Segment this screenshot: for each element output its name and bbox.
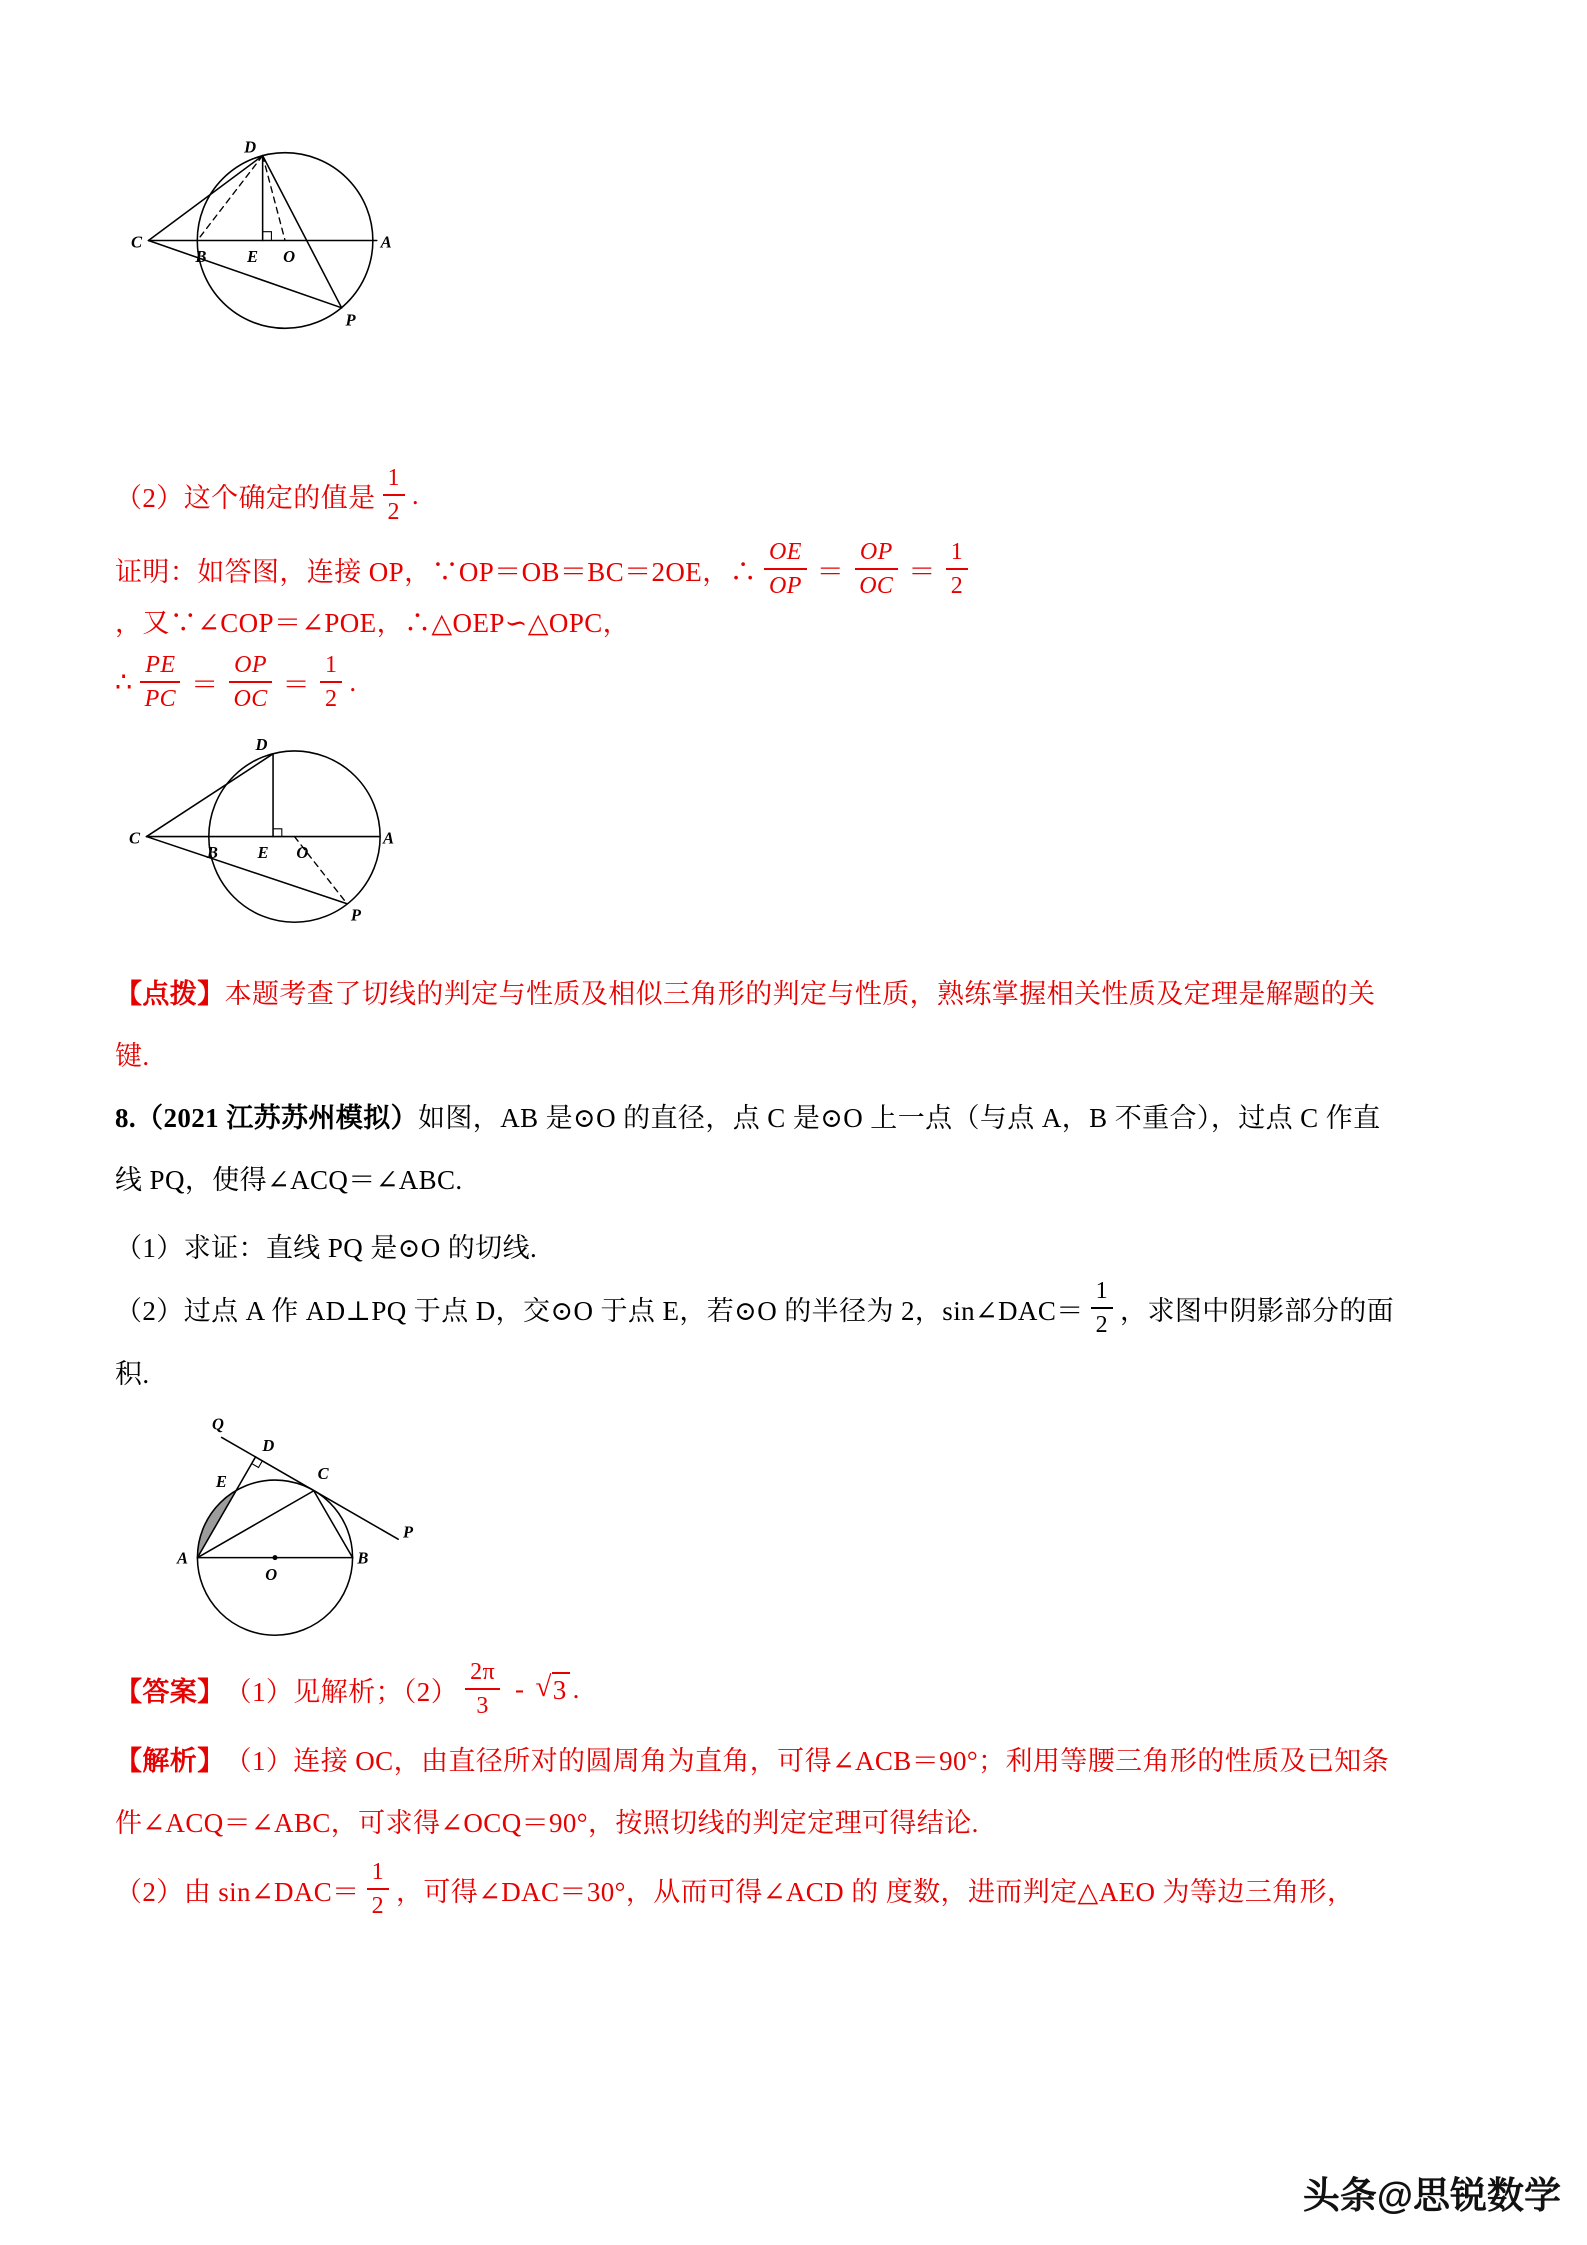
fraction-denominator: 2	[950, 573, 964, 599]
fraction	[228, 650, 272, 714]
segment-CD	[149, 156, 263, 241]
fraction-denominator: PC	[144, 686, 177, 712]
problem8-question-2	[115, 1276, 1472, 1340]
figure-3-problem8	[115, 1414, 435, 1647]
text-segment: 键.	[115, 1040, 150, 1071]
fraction-numerator: 1	[367, 1857, 389, 1890]
analysis-line-2	[115, 1789, 1472, 1851]
fraction-numerator: 1	[383, 463, 405, 496]
equals-sign: ＝	[191, 669, 219, 700]
point-label-P: P	[350, 905, 362, 925]
fraction-denominator: OC	[233, 686, 268, 712]
fraction-numerator: OE	[764, 537, 807, 570]
point-label-C: C	[317, 1464, 329, 1484]
right-angle-mark-E	[263, 232, 272, 241]
point-label-D: D	[244, 138, 257, 157]
point-label-P: P	[345, 310, 356, 330]
point-label-Q: Q	[211, 1414, 224, 1434]
point-label-B: B	[206, 842, 218, 862]
text-segment: ，可得∠DAC＝30°，从而可得∠ACD 的 度数，进而判定△AEO 为等边三角形，	[396, 1876, 1355, 1907]
fraction	[946, 537, 968, 601]
radicand: 3	[552, 1672, 570, 1706]
chord-BC	[314, 1491, 353, 1558]
radical-sign: √	[535, 1671, 552, 1703]
hint-tag: 【点拨】	[115, 978, 225, 1009]
segment-DO-dashed	[263, 156, 285, 241]
fraction-denominator: 2	[387, 499, 400, 525]
proof-line-2	[115, 650, 1472, 714]
point-label-O: O	[283, 246, 296, 266]
point-label-C: C	[130, 232, 143, 252]
center-dot-O	[272, 1555, 277, 1560]
problem8-line-1	[115, 1084, 1472, 1146]
fraction	[764, 537, 807, 601]
point-label-A: A	[177, 1548, 189, 1568]
answer-line	[115, 1657, 1472, 1721]
point-label-D: D	[262, 1435, 275, 1455]
fraction-numerator: 1	[320, 650, 342, 683]
text-segment: 证明：如答图，连接 OP，∵OP＝OB＝BC＝2OE，∴	[115, 556, 757, 587]
fraction-numerator: OP	[229, 650, 272, 683]
fraction	[383, 463, 405, 527]
text-segment: .	[572, 1673, 580, 1704]
point-label-A: A	[380, 232, 392, 252]
text-segment: 线 PQ，使得∠ACQ＝∠ABC.	[115, 1164, 463, 1195]
text-segment: （1）连接 OC，由直径所对的圆周角为直角，可得∠ACB＝90°；利用等腰三角形的性质及已知条	[224, 1745, 1390, 1776]
point-label-O: O	[296, 842, 309, 862]
point-label-A: A	[383, 828, 395, 848]
fraction-numerator: 2π	[465, 1657, 500, 1690]
fraction-denominator: 2	[371, 1893, 384, 1919]
fraction	[140, 650, 181, 714]
hint-line-2	[115, 1022, 1472, 1084]
point-label-E: E	[215, 1471, 227, 1491]
equals-sign: ＝	[282, 669, 311, 700]
text-segment: ∴	[115, 666, 133, 697]
minus-sign: -	[515, 1673, 525, 1704]
analysis-line-3	[115, 1857, 1472, 1921]
fraction-numerator: PE	[140, 650, 180, 683]
fraction-denominator: 3	[476, 1693, 489, 1719]
text-segment: （1）求证：直线 PQ 是⊙O 的切线.	[115, 1232, 538, 1263]
point-label-C: C	[129, 828, 141, 848]
square-root	[535, 1672, 569, 1706]
text-segment: （2）过点 A 作 AD⊥PQ 于点 D，交⊙O 于点 E，若⊙O 的半径为 2，sin∠DAC＝	[115, 1295, 1084, 1326]
fraction	[465, 1657, 500, 1721]
text-segment: 本题考查了切线的判定与性质及相似三角形的判定与性质，熟练掌握相关性质及定理是解题的关	[224, 978, 1376, 1009]
fraction-denominator: 2	[325, 686, 338, 712]
segment-DB-dashed	[197, 156, 262, 241]
fraction-numerator: 1	[946, 537, 968, 570]
problem8-question-1	[115, 1214, 1472, 1276]
point-label-D: D	[255, 734, 268, 754]
text-segment: （2）这个确定的值是	[115, 482, 376, 513]
hint-line-1	[115, 960, 1472, 1022]
text-segment: 件∠ACQ＝∠ABC，可求得∠OCQ＝90°，按照切线的判定定理可得结论.	[115, 1807, 979, 1838]
point-label-E: E	[257, 842, 269, 862]
fraction	[320, 650, 342, 714]
point-label-B: B	[357, 1548, 369, 1568]
text-segment: （2）由 sin∠DAC＝	[115, 1876, 360, 1907]
point-label-B: B	[195, 246, 207, 266]
watermark: 头条@思锐数学	[1302, 2175, 1561, 2216]
tangent-QP	[222, 1437, 398, 1539]
text-segment: 如图，AB 是⊙O 的直径，点 C 是⊙O 上一点（与点 A，B 不重合），过点 C 作直	[418, 1102, 1381, 1133]
fraction-denominator: OP	[769, 573, 802, 599]
text-segment: .	[411, 479, 420, 510]
point-label-E: E	[247, 246, 259, 266]
fraction	[1091, 1276, 1113, 1340]
proof-line-1	[115, 537, 1472, 640]
fraction-denominator: 2	[1095, 1312, 1109, 1338]
point-label-O: O	[265, 1564, 278, 1584]
text-segment: （1）见解析；（2）	[224, 1676, 459, 1707]
fraction-numerator: 1	[1091, 1276, 1113, 1309]
right-angle-mark-E	[273, 829, 282, 837]
fraction	[367, 1857, 389, 1921]
equals-sign: ＝	[908, 556, 936, 587]
answer-tag: 【答案】	[115, 1676, 225, 1707]
answer-part2-line	[115, 463, 1472, 527]
problem8-question-2-cont	[115, 1340, 1472, 1402]
equals-sign: ＝	[816, 556, 845, 587]
text-segment: ，又∵∠COP＝∠POE，∴△OEP∽△OPC，	[115, 608, 631, 638]
analysis-line-1	[115, 1727, 1472, 1789]
problem8-number: 8.（2021 江苏苏州模拟）	[115, 1102, 418, 1133]
fraction-numerator: OP	[855, 537, 898, 570]
segment-CP	[147, 837, 348, 904]
fraction-denominator: OC	[859, 573, 894, 599]
fraction	[854, 537, 898, 601]
text-segment: 积.	[115, 1358, 150, 1389]
text-segment: ，求图中阴影部分的面	[1120, 1295, 1395, 1326]
point-label-P: P	[403, 1522, 414, 1542]
text-segment: .	[349, 666, 357, 697]
analysis-tag: 【解析】	[115, 1745, 225, 1776]
figure-1-problem	[129, 138, 407, 343]
figure-2-answer	[129, 734, 421, 944]
problem8-line-2	[115, 1146, 1472, 1208]
